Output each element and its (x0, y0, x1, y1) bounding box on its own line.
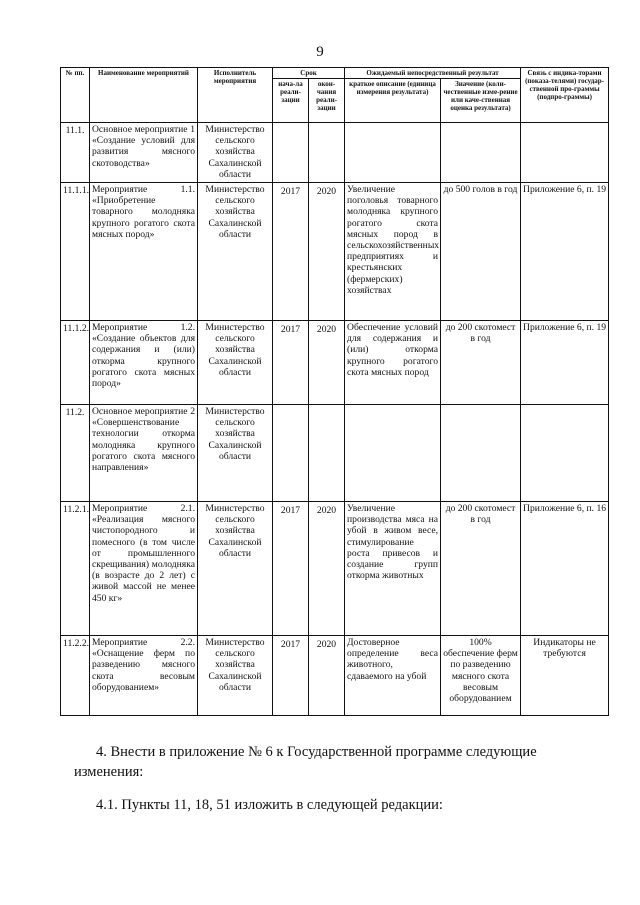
measures-table-container (60, 67, 608, 716)
header-short-description: краткое описание (единица измерения результата) (345, 79, 441, 123)
header-term-start: нача-ла реали-зации (273, 79, 309, 123)
row-description: Увеличение производства мяса на убой в живом весе, стимулирование роста привесов и создание групп откорма животных (345, 502, 441, 636)
row-num: 11.1.1. (61, 183, 90, 321)
row-value: до 500 голов в год (441, 183, 521, 321)
row-end: 2020 (309, 321, 345, 405)
row-link (521, 405, 609, 502)
row-start: 2017 (273, 502, 309, 636)
row-start (273, 123, 309, 183)
row-num: 11.2.2. (61, 636, 90, 716)
row-num: 11.1.2. (61, 321, 90, 405)
row-link: Приложение 6, п. 16 (521, 502, 609, 636)
row-description (345, 405, 441, 502)
row-link: Индикаторы не требуются (521, 636, 609, 716)
row-start: 2017 (273, 321, 309, 405)
header-expected-result: Ожидаемый непосредственный результат (345, 68, 521, 79)
table-row (61, 502, 609, 636)
header-indicator-link: Связь с индика-торами (показа-телями) государ-ственной про-граммы (подпро-граммы) (521, 68, 609, 123)
row-end: 2020 (309, 636, 345, 716)
row-executor: Министерство сельского хозяйства Сахалинской области (198, 405, 273, 502)
row-value (441, 405, 521, 502)
row-value (441, 123, 521, 183)
row-num: 11.1. (61, 123, 90, 183)
paragraph-4-line2: изменения: (74, 764, 144, 780)
row-name: Мероприятие 2.1. «Реализация мясного чистопородного и помесного (в том числе от промышленного скрещивания) молодняка (в возрасте до 2 лет) с живой массой не менее 450 кг» (90, 502, 198, 636)
row-name: Мероприятие 2.2. «Оснащение ферм по разведению мясного скота весовым оборудованием» (90, 636, 198, 716)
row-end: 2020 (309, 183, 345, 321)
row-link (521, 123, 609, 183)
row-executor: Министерство сельского хозяйства Сахалинской области (198, 123, 273, 183)
measures-table (60, 67, 609, 716)
row-name: Мероприятие 1.2. «Создание объектов для содержания и (или) откорма крупного рогатого скота мясных пород» (90, 321, 198, 405)
row-end (309, 405, 345, 502)
row-start (273, 405, 309, 502)
header-term-end: окон-чания реали-зации (309, 79, 345, 123)
row-value: до 200 скотомест в год (441, 321, 521, 405)
row-executor: Министерство сельского хозяйства Сахалинской области (198, 636, 273, 716)
row-name: Мероприятие 1.1. «Приобретение товарного молодняка крупного рогатого скота мясных пород» (90, 183, 198, 321)
row-value: до 200 скотомест в год (441, 502, 521, 636)
row-start: 2017 (273, 183, 309, 321)
row-description: Увеличение поголовья товарного молодняка крупного рогатого скота мясных пород в сельскохозяйственных предприятиях и крестьянских (фермерских) хозяйствах (345, 183, 441, 321)
row-name: Основное мероприятие 2 «Совершенствование технологии откорма молодняка крупного рогатого скота мясного направления» (90, 405, 198, 502)
row-end: 2020 (309, 502, 345, 636)
header-num: № пп. (61, 68, 90, 123)
row-num: 11.2. (61, 405, 90, 502)
table-row (61, 321, 609, 405)
row-link: Приложение 6, п. 19 (521, 321, 609, 405)
row-executor: Министерство сельского хозяйства Сахалинской области (198, 183, 273, 321)
row-executor: Министерство сельского хозяйства Сахалинской области (198, 502, 273, 636)
row-description: Достоверное определение веса животного, сдаваемого на убой (345, 636, 441, 716)
header-name: Наименование мероприятий (90, 68, 198, 123)
row-name: Основное мероприятие 1 «Создание условий для развития мясного скотоводства» (90, 123, 198, 183)
row-description (345, 123, 441, 183)
page-number: 9 (316, 44, 324, 60)
row-end (309, 123, 345, 183)
header-executor: Исполнитель мероприятия (198, 68, 273, 123)
row-link: Приложение 6, п. 19 (521, 183, 609, 321)
row-value: 100% обеспечение ферм по разведению мясного скота весовым оборудованием (441, 636, 521, 716)
table-row (61, 183, 609, 321)
paragraph-4-line1: 4. Внести в приложение № 6 к Государственной программе следующие (96, 744, 537, 760)
header-value: Значение (коли-чественные изме-рение или каче-ственная оценка результата) (441, 79, 521, 123)
table-row (61, 123, 609, 183)
table-row (61, 636, 609, 716)
paragraph-4-1: 4.1. Пункты 11, 18, 51 изложить в следующей редакции: (96, 797, 443, 813)
row-num: 11.2.1. (61, 502, 90, 636)
row-executor: Министерство сельского хозяйства Сахалинской области (198, 321, 273, 405)
table-row (61, 405, 609, 502)
row-description: Обеспечение условий для содержания и (или) откорма крупного рогатого скота мясных пород (345, 321, 441, 405)
header-term: Срок (273, 68, 345, 79)
row-start: 2017 (273, 636, 309, 716)
